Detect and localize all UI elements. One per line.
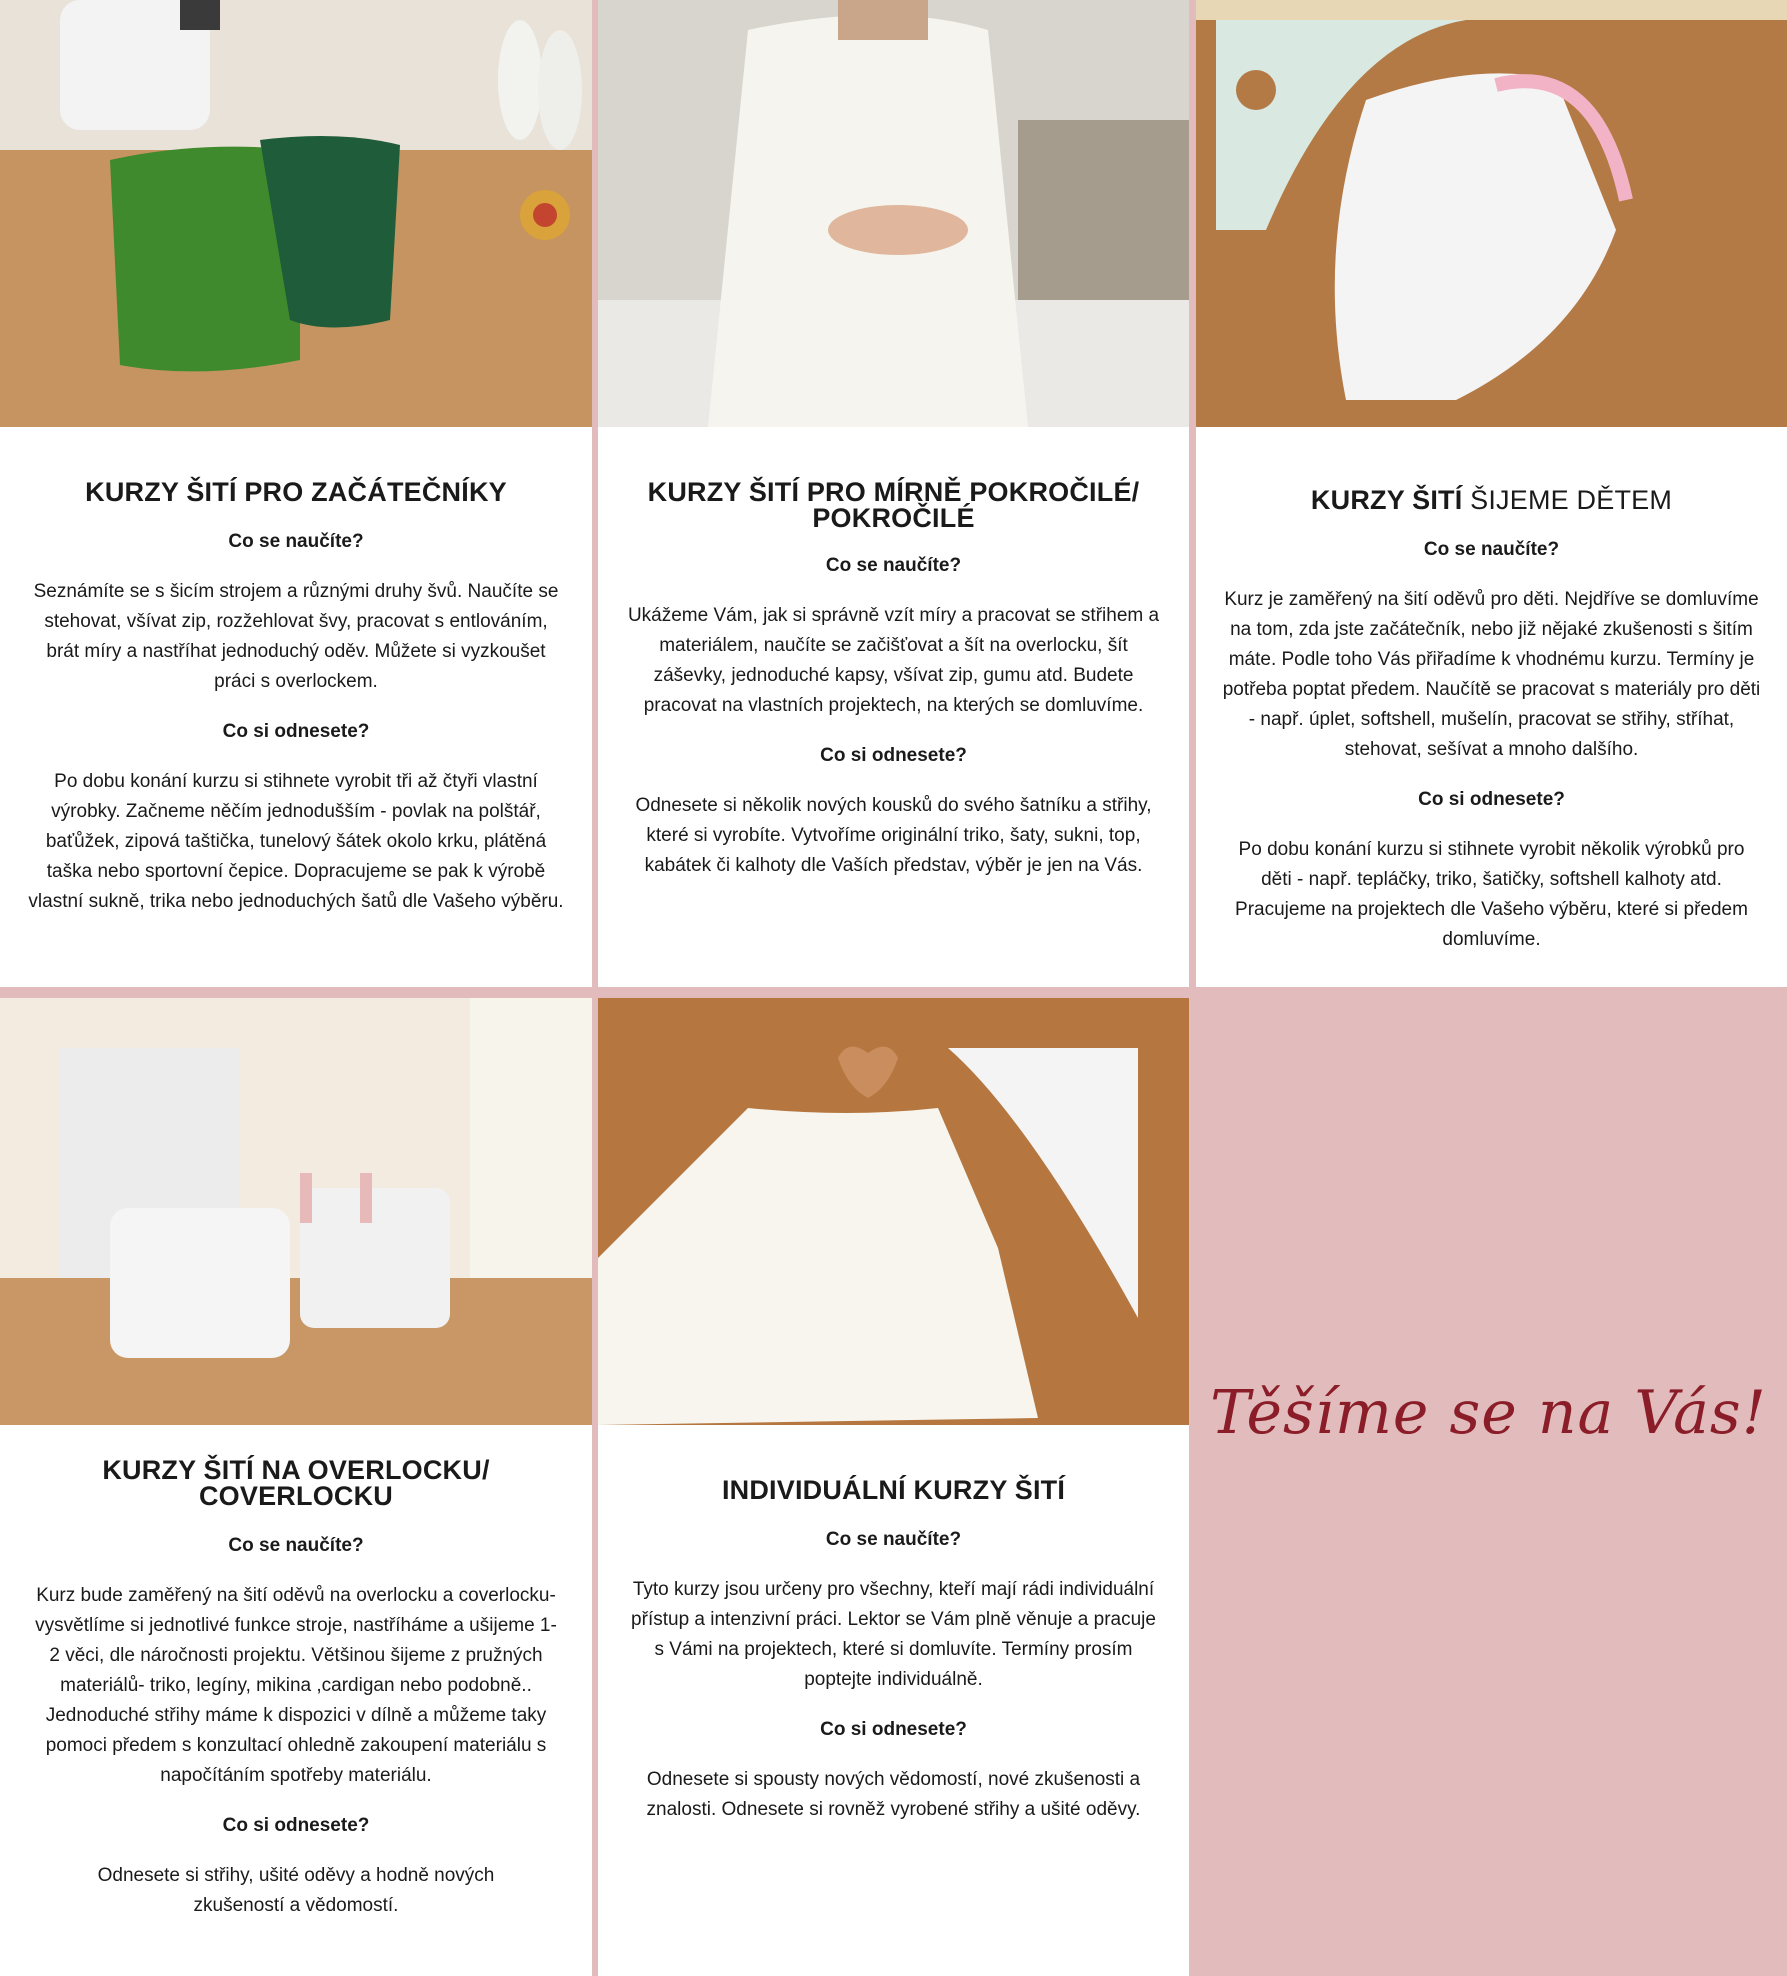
take-heading: Co si odnesete? xyxy=(222,721,370,742)
take-text: Odnesete si střihy, ušité oděvy a hodně nových zkušeností a vědomostí. xyxy=(97,1865,495,1916)
learn-text: Ukážeme Vám, jak si správně vzít míry a pracovat se střihem a materiálem, naučíte se začišťovat a šít na overlocku, šít záševky, jednoduché kapsy, všívat zip, gumu atd. Budete pracovat na vlastních projektech, na kterých se domluvíme. xyxy=(627,605,1160,716)
take-heading: Co si odnesete? xyxy=(820,745,967,766)
course-card-overlock xyxy=(0,998,592,1976)
take-heading: Co si odnesete? xyxy=(222,1815,370,1836)
card-title: KURZY ŠITÍ NA OVERLOCKU/ COVERLOCKU xyxy=(102,1455,490,1511)
closing-message: Těšíme se na Vás! xyxy=(1210,1378,1767,1448)
card-title: KURZY ŠITÍ PRO MÍRNĚ POKROČILÉ/ POKROČILÉ xyxy=(647,477,1140,533)
card-title: KURZY ŠITÍ PRO ZAČÁTEČNÍKY xyxy=(85,477,507,507)
photo-kids-dress xyxy=(1196,0,1787,427)
learn-text: Kurz je zaměřený na šití oděvů pro děti. Nejdříve se domluvíme na tom, zda jste začátečník, nebo již nějaké zkušenosti s šitím máte. Podle toho Vás přiřadíme k vhodnému kurzu. Termíny je potřeba poptat předem. Naučítě se pracovat s materiály pro děti - např. úplet, softshell, mušelín, pracovat se střihy, stříhat, stehovat, sešívat a mnoho dalšího. xyxy=(1222,589,1761,760)
learn-text: Kurz bude zaměřený na šití oděvů na overlocku a coverlocku- vysvětlíme si jednotlivé funkce stroje, nastříháme a ušijeme 1- 2 věci, dle náročnosti projektu. Většinou šijeme z pružných materiálů- triko, legíny, mikina ,cardigan nebo podobně.. Jednoduché střihy máme k dispozici v dílně a můžeme taky pomoci předem s konzultací ohledně zakoupení materiálu s napočítáním spotřeby materiálu. xyxy=(35,1585,557,1786)
take-text: Odnesete si několik nových kousků do svého šatníku a střihy, které si vyrobíte. Vytvoříme originální triko, šaty, sukni, top, kabátek či kalhoty dle Vaších představ, výběr je jen na Vás. xyxy=(635,795,1152,876)
course-card-kids xyxy=(1196,0,1787,987)
learn-heading: Co se naučíte? xyxy=(825,555,962,576)
learn-heading: Co se naučíte? xyxy=(228,1535,364,1556)
photo-white-dress xyxy=(598,0,1189,427)
photo-white-blouse xyxy=(598,998,1189,1425)
take-text: Po dobu konání kurzu si stihnete vyrobit tři až čtyři vlastní výrobky. Začneme něčím jednodušším - povlak na polštář, baťůžek, zipová taštička, tunelový šátek okolo krku, plátěná taška nebo sportovní čepice. Dopracujeme se pak k výrobě vlastní sukně, trika nebo jednoduchých šatů dle Vašeho výběru. xyxy=(28,771,564,912)
photo-cosmetic-bags xyxy=(0,0,592,427)
photo-sewing-studio xyxy=(0,998,592,1425)
course-card-individual xyxy=(598,998,1189,1976)
learn-heading: Co se naučíte? xyxy=(1423,539,1560,560)
card-title: INDIVIDUÁLNÍ KURZY ŠITÍ xyxy=(721,1475,1066,1505)
card-title-light: ŠIJEME DĚTEM xyxy=(1462,485,1673,515)
learn-heading: Co se naučíte? xyxy=(825,1529,962,1550)
card-title xyxy=(1222,487,1761,513)
take-text: Odnesete si spousty nových vědomostí, nové zkušenosti a znalosti. Odnesete si rovněž vyrobené střihy a ušité oděvy. xyxy=(646,1769,1141,1820)
take-heading: Co si odnesete? xyxy=(1418,789,1565,810)
learn-text: Seznámíte se s šicím strojem a různými druhy švů. Naučíte se stehovat, všívat zip, rozžehlovat švy, pracovat s entlováním, brát míry a nastříhat jednoduchý oděv. Můžete si vyzkoušet práci s overlockem. xyxy=(33,581,559,692)
course-card-intermediate xyxy=(598,0,1189,987)
card-title-bold: KURZY ŠITÍ xyxy=(1310,485,1463,515)
course-card-beginners xyxy=(0,0,592,987)
take-text: Po dobu konání kurzu si stihnete vyrobit několik výrobků pro děti - např. tepláčky, triko, šatičky, softshell kalhoty atd. Pracujeme na projektech dle Vašeho výběru, které si předem domluvíme. xyxy=(1235,839,1748,950)
take-heading: Co si odnesete? xyxy=(820,1719,967,1740)
learn-heading: Co se naučíte? xyxy=(228,531,364,552)
learn-text: Tyto kurzy jsou určeny pro všechny, kteří mají rádi individuální přístup a intenzivní práci. Lektor se Vám plně věnuje a pracuje s Vámi na projektech, které si domluvíte. Termíny prosím poptejte individuálně. xyxy=(631,1579,1156,1690)
